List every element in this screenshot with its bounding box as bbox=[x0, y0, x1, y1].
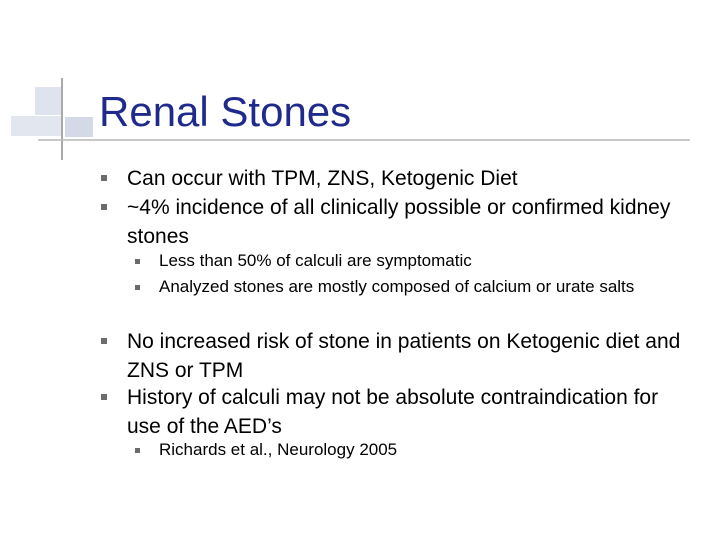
bullet-item bbox=[127, 193, 687, 251]
bullet-item bbox=[127, 383, 687, 441]
sub-bullet-text: Analyzed stones are mostly composed of calcium or urate salts bbox=[159, 277, 635, 296]
sub-bullet-text: Richards et al., Neurology 2005 bbox=[159, 440, 398, 459]
slide-title: Renal Stones bbox=[99, 88, 352, 135]
square-bullet-icon bbox=[135, 448, 140, 453]
square-bullet-icon bbox=[101, 338, 107, 344]
sub-bullet-item bbox=[159, 250, 679, 272]
decor-square-top bbox=[35, 87, 63, 115]
square-bullet-icon bbox=[135, 285, 140, 290]
sub-bullet-text: Less than 50% of calculi are symptomatic bbox=[159, 251, 472, 270]
bullet-text: History of calculi may not be absolute contraindication for use of the AED’s bbox=[127, 386, 659, 438]
bullet-item bbox=[127, 164, 687, 193]
bullet-item bbox=[127, 327, 687, 385]
decor-square-left bbox=[11, 116, 63, 136]
sub-bullet-item bbox=[159, 276, 679, 298]
decor-square-right bbox=[65, 117, 93, 137]
square-bullet-icon bbox=[101, 204, 107, 210]
sub-bullet-item bbox=[159, 439, 679, 461]
bullet-text: Can occur with TPM, ZNS, Ketogenic Diet bbox=[127, 167, 518, 190]
square-bullet-icon bbox=[101, 394, 107, 400]
bullet-text: No increased risk of stone in patients on Ketogenic diet and ZNS or TPM bbox=[127, 330, 681, 382]
square-bullet-icon bbox=[135, 259, 140, 264]
bullet-text: ~4% incidence of all clinically possible or confirmed kidney stones bbox=[127, 196, 671, 248]
square-bullet-icon bbox=[101, 175, 107, 181]
